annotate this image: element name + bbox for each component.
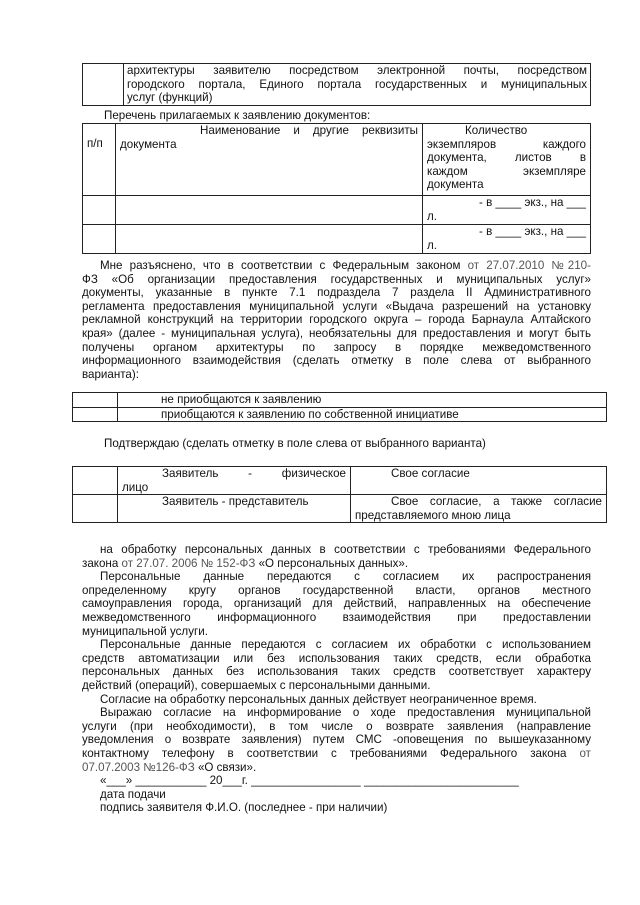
top-table-empty-cell xyxy=(83,64,124,106)
docs-row-qty xyxy=(423,196,591,225)
choice-checkbox-2[interactable] xyxy=(73,407,118,422)
explain-line-1-text: Мне разъяснено, что в соответствии с Федеральным законом xyxy=(100,259,468,272)
explain-paragraph xyxy=(82,259,591,381)
explain-line-6: края» (далее - муниципальная услуга), необязательны для предоставления и могут быть xyxy=(82,326,591,340)
consent-p5-line3: уведомления о возврате заявления) путем СМС -оповещения по вышеуказанному xyxy=(82,733,591,747)
consent-p2-line1: Персональные данные передаются с согласием их распространения xyxy=(100,570,591,584)
consent-p1-law-prefix: закона xyxy=(82,556,122,570)
consent-p3-line4: действий (операций), совершаемых с персональными данными. xyxy=(82,678,431,692)
docs-caption: Перечень прилагаемых к заявлению документов: xyxy=(104,109,371,122)
docs-row-qty-b: л. xyxy=(427,238,437,252)
consent-p4: Согласие на обработку персональных данных действует неограниченное время. xyxy=(100,692,537,706)
docs-header-qty-l3: документа, листов в xyxy=(427,151,586,165)
consent-p1-law-ref: от 27.07. 2006 № 152-ФЗ xyxy=(121,556,256,570)
docs-row-qty-b: л. xyxy=(427,209,437,223)
confirm-row1-who-l2: лицо xyxy=(122,480,149,494)
docs-row-num xyxy=(83,225,116,254)
docs-row-num xyxy=(83,196,116,225)
docs-row xyxy=(83,225,591,254)
confirm-row1-who-l1: Заявитель - физическое xyxy=(162,467,346,480)
consent-p5-law-prefix: от xyxy=(579,746,591,760)
docs-header-qty-l4: каждом экземпляре xyxy=(427,164,586,178)
docs-row-qty-a: - в ____ экз., на ___ xyxy=(479,225,586,238)
docs-header-name-line2: документа xyxy=(120,137,177,151)
consent-p5-line1: Выражаю согласие на информирование о ходе предоставления муниципальной xyxy=(100,706,591,720)
consent-p2-line4: межведомственного информационного взаимодействия при предоставлении xyxy=(82,610,591,624)
consent-p1-line1: на обработку персональных данных в соответствии с требованиями Федерального xyxy=(100,543,591,556)
confirm-row2-what-l2: представляемого мною лица xyxy=(355,508,511,522)
consent-p1-law-title: «О персональных данных». xyxy=(255,556,409,570)
explain-line-8: информационного взаимодействия (сделать отметку в поле слева от выбранного xyxy=(82,354,591,368)
docs-header-qty-l2: экземпляров каждого xyxy=(427,137,586,151)
top-table-text-cell xyxy=(124,64,591,106)
docs-header-name-line1: Наименование и другие реквизиты xyxy=(200,124,418,137)
confirm-row1-what: Свое согласие xyxy=(351,467,607,495)
docs-row xyxy=(83,196,591,225)
explain-line-3: документы, указанные в пункте 7.1 подраздела 7 раздела II Административного xyxy=(82,286,591,300)
docs-row-qty xyxy=(423,225,591,254)
consent-p2-line3: самоуправления города, организаций для действий, направленных на обеспечение xyxy=(82,597,591,611)
consent-p5-line2: услуги (при необходимости), в том числе о возврате заявления (направление xyxy=(82,719,591,733)
consent-p3-line3: персональных данных без использования таких средств соответствует характеру xyxy=(82,665,591,679)
top-line-2: городского портала, Единого портала государственных и муниципальных xyxy=(127,77,587,91)
docs-header-num: п/п xyxy=(83,124,116,196)
confirm-row2-who: Заявитель - представитель xyxy=(118,495,351,523)
consent-p2-line2: определенному кругу органов государственной власти, органов местного xyxy=(82,583,591,597)
top-line-3: услуг (функций) xyxy=(127,91,213,105)
explain-line-1 xyxy=(82,259,591,273)
consent-p5-line5 xyxy=(82,761,591,775)
docs-header-qty xyxy=(423,124,591,196)
confirm-row2-what xyxy=(351,495,607,523)
docs-row-name xyxy=(116,196,423,225)
confirm-row2-what-l1: Свое согласие, а также согласие xyxy=(391,495,602,509)
consent-p5-line4 xyxy=(82,747,591,761)
confirm-checkbox-1[interactable] xyxy=(73,467,118,495)
docs-table xyxy=(82,123,591,254)
docs-row-name xyxy=(116,225,423,254)
choice-option-2: приобщаются к заявлению по собственной инициативе xyxy=(118,407,607,422)
consent-p2-line5: муниципальной услуги. xyxy=(82,624,208,638)
top-table xyxy=(82,63,591,106)
explain-line-4: регламента предоставления муниципальной услуги «Выдача разрешений на установку xyxy=(82,299,591,313)
consent-p5-line4-text: контактному телефону в соответствии с требованиями Федерального закона xyxy=(82,746,580,760)
explain-line-5: рекламной конструкций на территории городского округа – города Барнаула Алтайского xyxy=(82,313,591,327)
confirm-checkbox-2[interactable] xyxy=(73,495,118,523)
consent-block xyxy=(82,543,591,815)
consent-p3-line1: Персональные данные передаются с согласием их обработки с использованием xyxy=(100,638,591,652)
docs-row-qty-a: - в ____ экз., на ___ xyxy=(479,196,586,209)
explain-law-ref: от 27.07.2010 №210- xyxy=(467,259,591,272)
choice-option-1: не приобщаются к заявлению xyxy=(118,393,607,408)
choice-table xyxy=(72,392,607,422)
consent-p3-line2: средств автоматизации или без использования таких средств, если обработка xyxy=(82,651,591,665)
explain-line-7: получены органом архитектуры по запросу в порядке межведомственного xyxy=(82,340,591,354)
explain-line-9: варианта): xyxy=(82,367,139,381)
confirm-row1-who xyxy=(118,467,351,495)
consent-p5-law-title: «О связи». xyxy=(194,760,257,774)
confirm-label: Подтверждаю (сделать отметку в поле слева от выбранного варианта) xyxy=(104,437,486,450)
docs-header-name xyxy=(116,124,423,196)
confirm-table xyxy=(72,466,607,523)
choice-checkbox-1[interactable] xyxy=(73,393,118,408)
top-line-1: архитектуры заявителю посредством электронной почты, посредством xyxy=(127,64,587,77)
docs-header-qty-l5: документа xyxy=(427,178,484,192)
date-label: дата подачи xyxy=(100,787,166,801)
signature-line: «___» ___________ 20___г. _________________ ________________________ xyxy=(100,774,519,788)
signature-label: подпись заявителя Ф.И.О. (последнее - при наличии) xyxy=(100,801,388,815)
docs-header-qty-l1: Количество xyxy=(465,124,528,137)
consent-p1-line2 xyxy=(82,557,591,571)
consent-p5-law-ref: 07.07.2003 №126-ФЗ xyxy=(82,760,195,774)
explain-line-2: ФЗ «Об организации предоставления государственных и муниципальных услуг» xyxy=(82,272,591,286)
